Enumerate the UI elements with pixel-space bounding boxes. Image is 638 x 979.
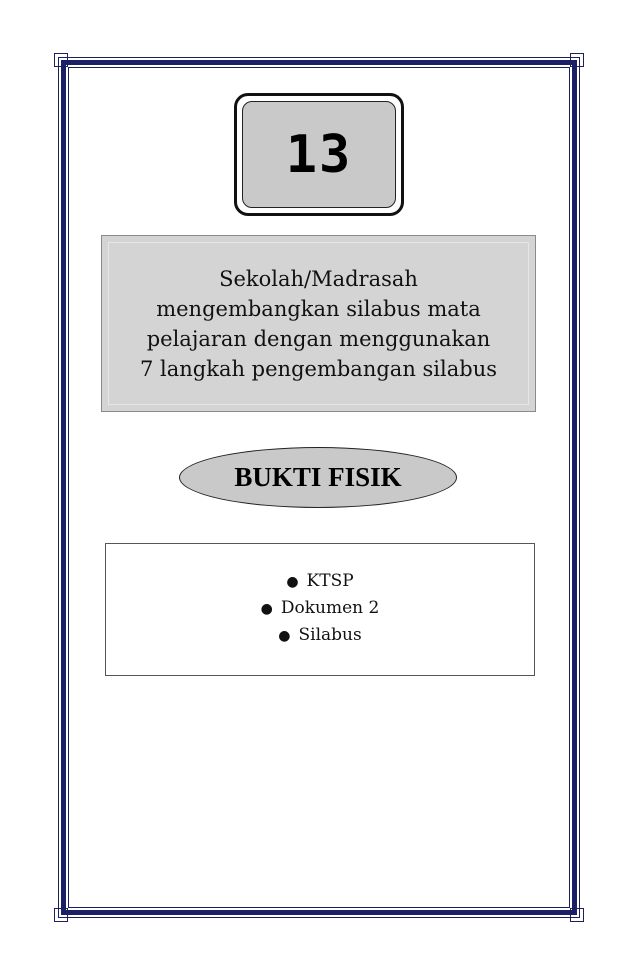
evidence-item (106, 595, 534, 622)
item-number: 13 (285, 124, 353, 185)
bullet-icon: ● (286, 574, 299, 590)
statement-line: pelajaran dengan menggunakan (146, 326, 491, 351)
evidence-item (106, 568, 534, 595)
statement-line: mengembangkan silabus mata (156, 296, 481, 321)
evidence-item-label: KTSP (306, 571, 354, 591)
statement-box (101, 235, 536, 412)
bukti-fisik-label: BUKTI FISIK (234, 462, 402, 492)
bullet-icon: ● (278, 628, 291, 644)
statement-line: 7 langkah pengembangan silabus (140, 356, 497, 381)
statement-line: Sekolah/Madrasah (219, 266, 418, 291)
evidence-item-label: Silabus (298, 625, 362, 645)
bukti-fisik-badge (179, 447, 457, 508)
corner-ornament-bottom-left (54, 908, 68, 922)
item-number-inner (242, 101, 396, 208)
statement-text (104, 264, 534, 384)
corner-ornament-top-right (570, 53, 584, 67)
evidence-item (106, 622, 534, 649)
evidence-list-box (105, 543, 535, 676)
corner-ornament-bottom-right (570, 908, 584, 922)
evidence-list (106, 568, 534, 649)
item-number-box (234, 93, 404, 216)
corner-ornament-top-left (54, 53, 68, 67)
evidence-item-label: Dokumen 2 (280, 598, 380, 618)
bullet-icon: ● (260, 601, 273, 617)
